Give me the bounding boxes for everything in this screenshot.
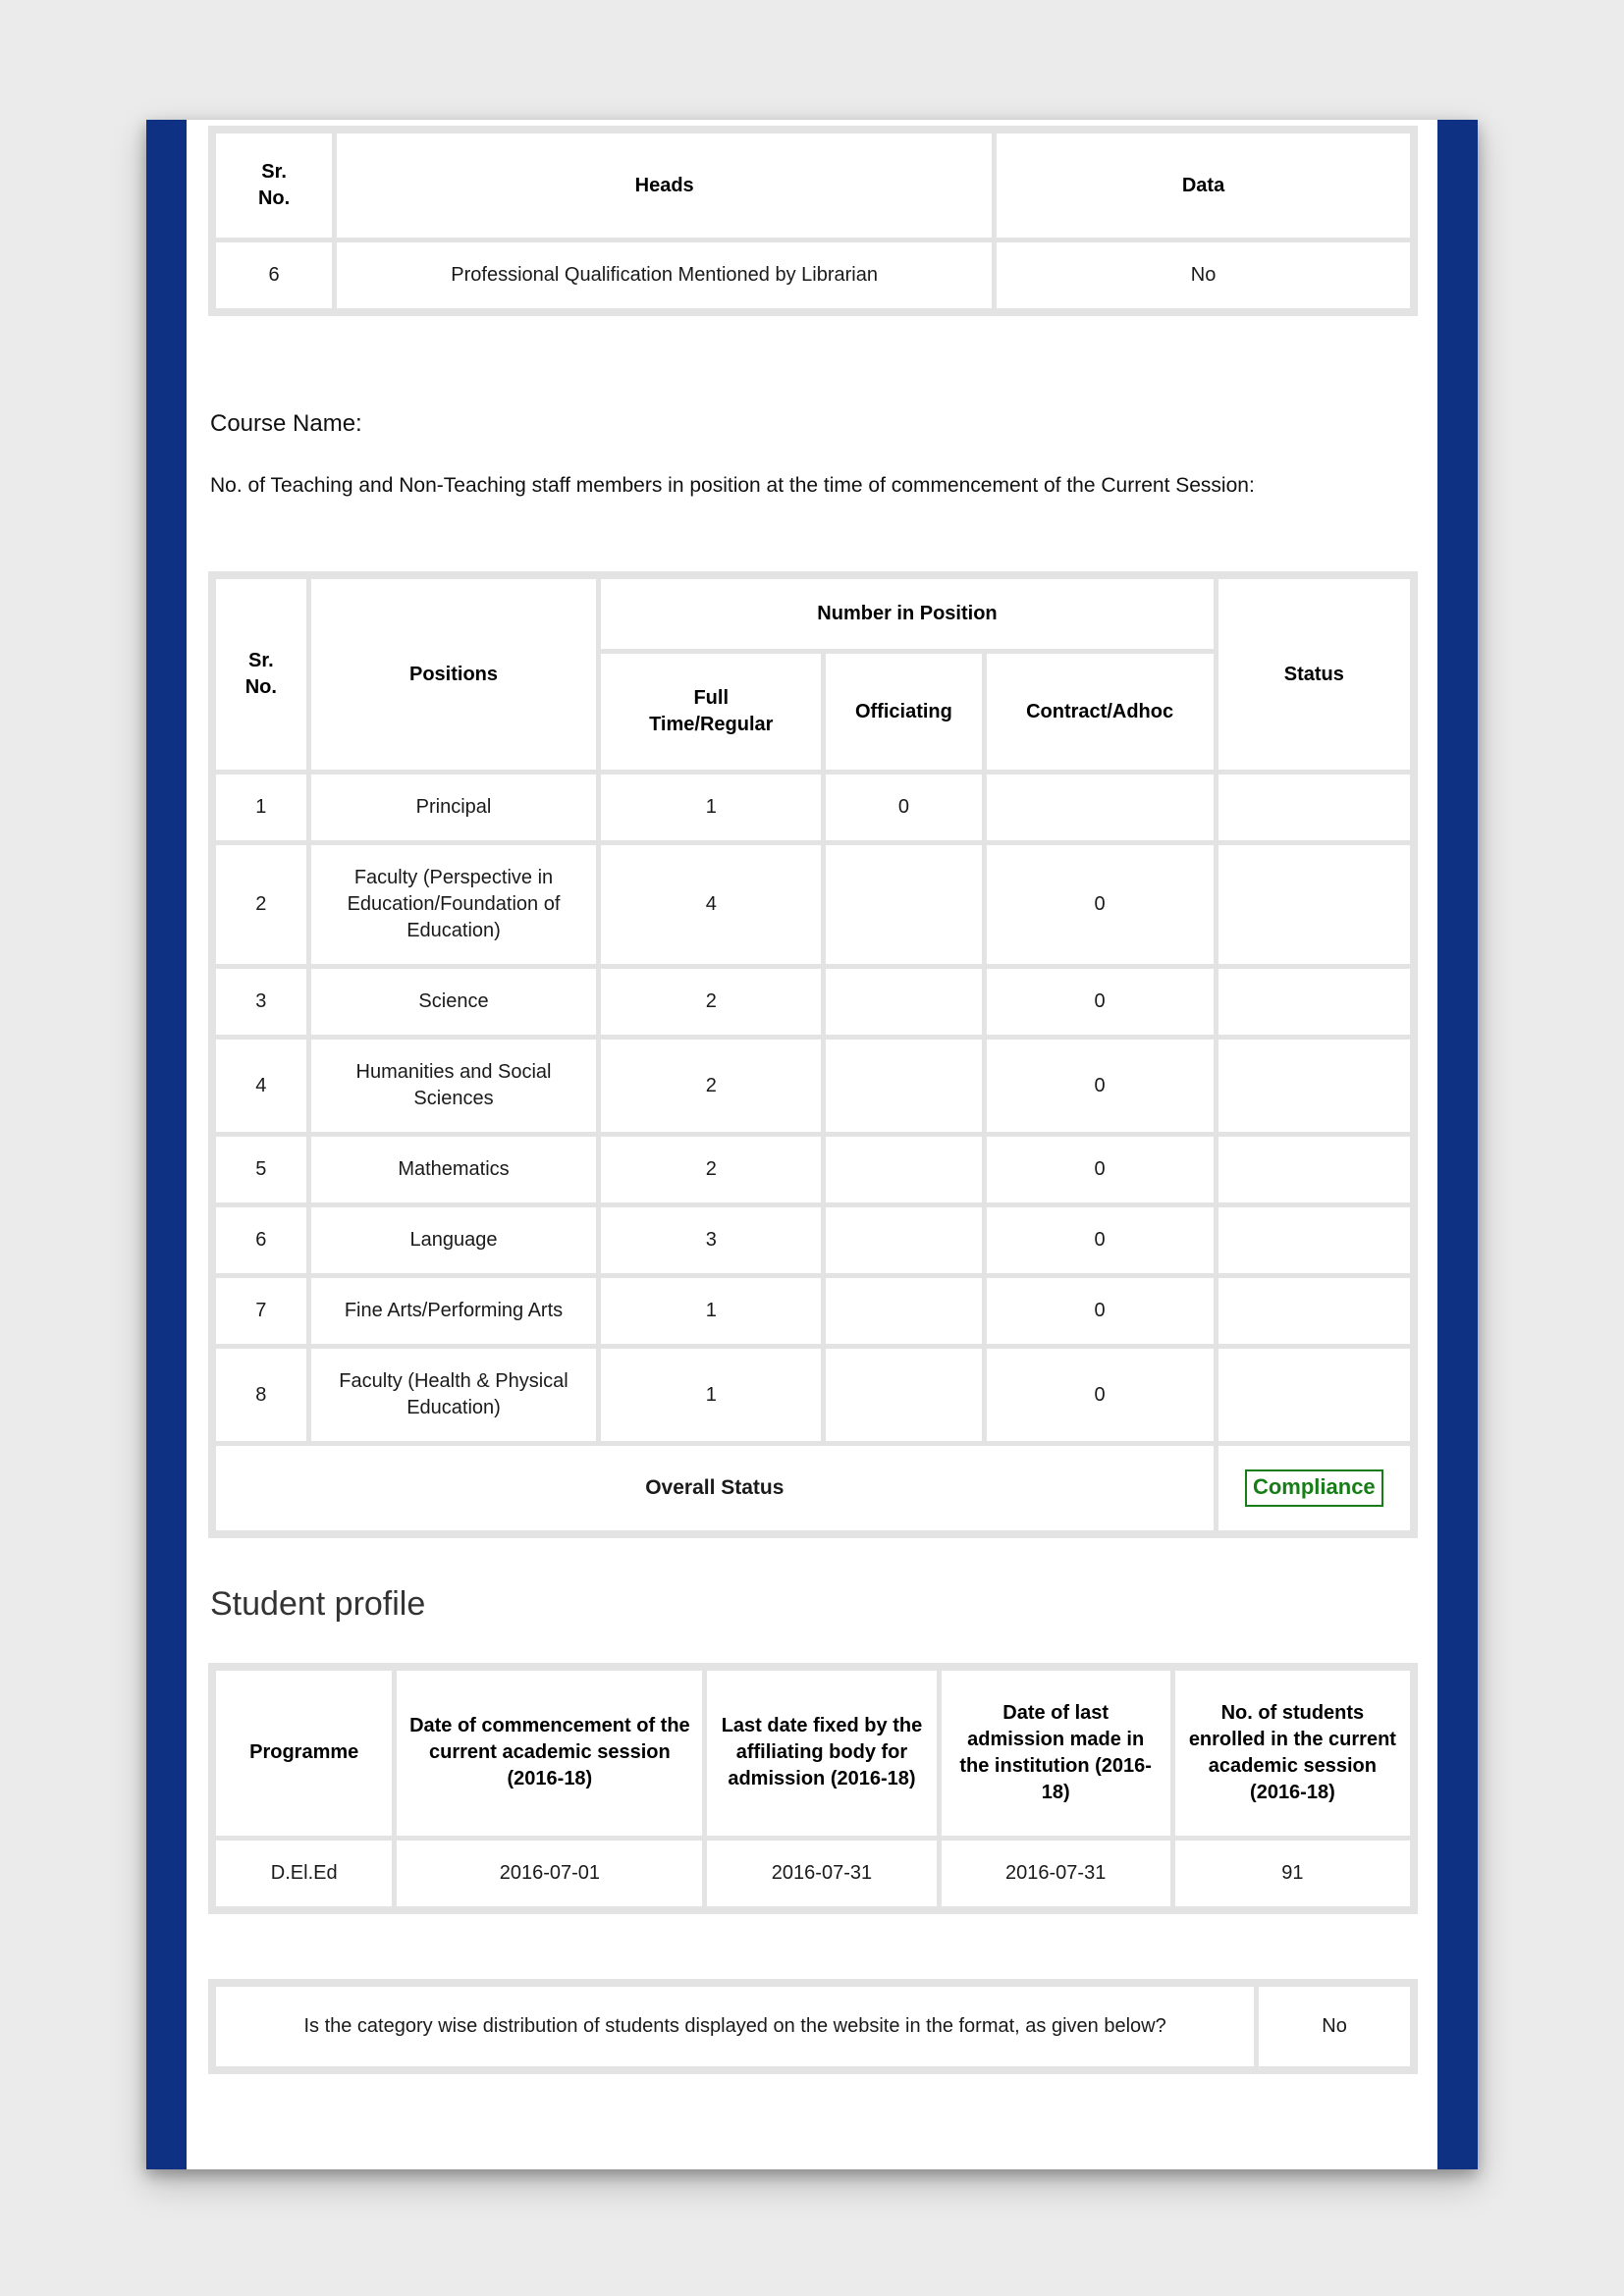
col-header-status: Status: [1218, 579, 1410, 770]
cell-status: [1218, 1349, 1410, 1441]
cell-full-time: 1: [601, 1349, 821, 1441]
cell-officiating: 0: [826, 774, 981, 840]
cell-status: [1218, 1040, 1410, 1132]
col-header-heads: Heads: [337, 133, 992, 238]
cell-officiating: [826, 1207, 981, 1273]
cell-contract: [987, 774, 1214, 840]
col-header-commencement-date: Date of commencement of the current academic session (2016-18): [397, 1671, 702, 1836]
overall-status-label: Overall Status: [216, 1446, 1214, 1530]
cell-officiating: [826, 1278, 981, 1344]
cell-position: Language: [311, 1207, 597, 1273]
left-accent-bar: [146, 120, 187, 2169]
col-header-sr-no: [216, 133, 332, 238]
cell-full-time: 2: [601, 969, 821, 1035]
cell-status: [1218, 969, 1410, 1035]
category-distribution-question-table: [208, 1979, 1418, 2074]
cell-sr-no: 3: [216, 969, 306, 1035]
cell-officiating: [826, 1349, 981, 1441]
col-header-contract-adhoc: Contract/Adhoc: [987, 654, 1214, 770]
staff-positions-table: [208, 571, 1418, 1538]
cell-position: Fine Arts/Performing Arts: [311, 1278, 597, 1344]
cell-sr-no: 7: [216, 1278, 306, 1344]
cell-question: Is the category wise distribution of students displayed on the website in the format, as given below?: [216, 1987, 1254, 2066]
staff-intro-text: No. of Teaching and Non-Teaching staff members in position at the time of commencement of the Current Session:: [210, 474, 1255, 497]
student-profile-table: [208, 1663, 1418, 1914]
table-row: [216, 1278, 1410, 1344]
cell-status: [1218, 1278, 1410, 1344]
cell-programme: D.El.Ed: [216, 1841, 392, 1906]
cell-contract: 0: [987, 1137, 1214, 1202]
cell-position: Faculty (Health & Physical Education): [311, 1349, 597, 1441]
table-row: [216, 1137, 1410, 1202]
table-row: [216, 1040, 1410, 1132]
overall-status-cell: [1218, 1446, 1410, 1530]
cell-officiating: [826, 1040, 981, 1132]
overall-status-row: [216, 1446, 1410, 1530]
cell-last-date-fixed: 2016-07-31: [707, 1841, 936, 1906]
right-accent-bar: [1437, 120, 1478, 2169]
cell-students-enrolled: 91: [1175, 1841, 1410, 1906]
col-header-last-admission-date: Date of last admission made in the institution (2016-18): [942, 1671, 1170, 1836]
col-header-students-enrolled: No. of students enrolled in the current academic session (2016-18): [1175, 1671, 1410, 1836]
col-header-last-date-fixed: Last date fixed by the affiliating body for admission (2016-18): [707, 1671, 936, 1836]
cell-position: Faculty (Perspective in Education/Foundation of Education): [311, 845, 597, 964]
col-header-full-time: [601, 654, 821, 770]
cell-position: Humanities and Social Sciences: [311, 1040, 597, 1132]
cell-contract: 0: [987, 1278, 1214, 1344]
cell-status: [1218, 1137, 1410, 1202]
cell-full-time: 4: [601, 845, 821, 964]
cell-officiating: [826, 1137, 981, 1202]
table-header-row: [216, 133, 1410, 238]
table-row: [216, 845, 1410, 964]
cell-full-time: 2: [601, 1040, 821, 1132]
cell-contract: 0: [987, 969, 1214, 1035]
col-header-number-in-position: Number in Position: [601, 579, 1213, 649]
cell-position: Science: [311, 969, 597, 1035]
cell-status: [1218, 1207, 1410, 1273]
cell-contract: 0: [987, 1349, 1214, 1441]
cell-sr-no: 6: [216, 242, 332, 308]
cell-sr-no: 8: [216, 1349, 306, 1441]
cell-sr-no: 2: [216, 845, 306, 964]
table-row: [216, 969, 1410, 1035]
cell-answer: No: [1259, 1987, 1410, 2066]
table-row: [216, 1841, 1410, 1906]
cell-full-time: 1: [601, 774, 821, 840]
col-header-officiating: Officiating: [826, 654, 981, 770]
table-header-row: [216, 1671, 1410, 1836]
table-row: [216, 1349, 1410, 1441]
cell-full-time: 3: [601, 1207, 821, 1273]
cell-sr-no: 5: [216, 1137, 306, 1202]
librarian-qualification-table: [208, 126, 1418, 316]
sr-no-header-label: Sr. No.: [244, 650, 277, 699]
cell-data: No: [997, 242, 1410, 308]
cell-sr-no: 6: [216, 1207, 306, 1273]
cell-officiating: [826, 845, 981, 964]
cell-contract: 0: [987, 1040, 1214, 1132]
table-row: [216, 1987, 1410, 2066]
cell-position: Mathematics: [311, 1137, 597, 1202]
cell-full-time: 1: [601, 1278, 821, 1344]
col-header-positions: Positions: [311, 579, 597, 770]
compliance-status-badge: Compliance: [1245, 1469, 1383, 1507]
cell-position: Principal: [311, 774, 597, 840]
cell-officiating: [826, 969, 981, 1035]
full-time-header-label: Full Time/Regular: [649, 687, 774, 736]
course-name-label: Course Name:: [210, 410, 362, 437]
student-profile-heading: Student profile: [210, 1584, 426, 1623]
cell-head: Professional Qualification Mentioned by Librarian: [337, 242, 992, 308]
cell-sr-no: 1: [216, 774, 306, 840]
cell-status: [1218, 774, 1410, 840]
sr-no-header-label: Sr. No.: [257, 161, 291, 209]
table-row: [216, 774, 1410, 840]
cell-commencement-date: 2016-07-01: [397, 1841, 702, 1906]
table-row: [216, 242, 1410, 308]
cell-full-time: 2: [601, 1137, 821, 1202]
table-row: [216, 1207, 1410, 1273]
cell-contract: 0: [987, 1207, 1214, 1273]
report-content: [187, 120, 1437, 2169]
cell-last-admission-date: 2016-07-31: [942, 1841, 1170, 1906]
cell-sr-no: 4: [216, 1040, 306, 1132]
cell-contract: 0: [987, 845, 1214, 964]
col-header-programme: Programme: [216, 1671, 392, 1836]
report-page: [146, 120, 1478, 2169]
table-header-row-group: [216, 579, 1410, 649]
cell-status: [1218, 845, 1410, 964]
col-header-data: Data: [997, 133, 1410, 238]
col-header-sr-no: [216, 579, 306, 770]
